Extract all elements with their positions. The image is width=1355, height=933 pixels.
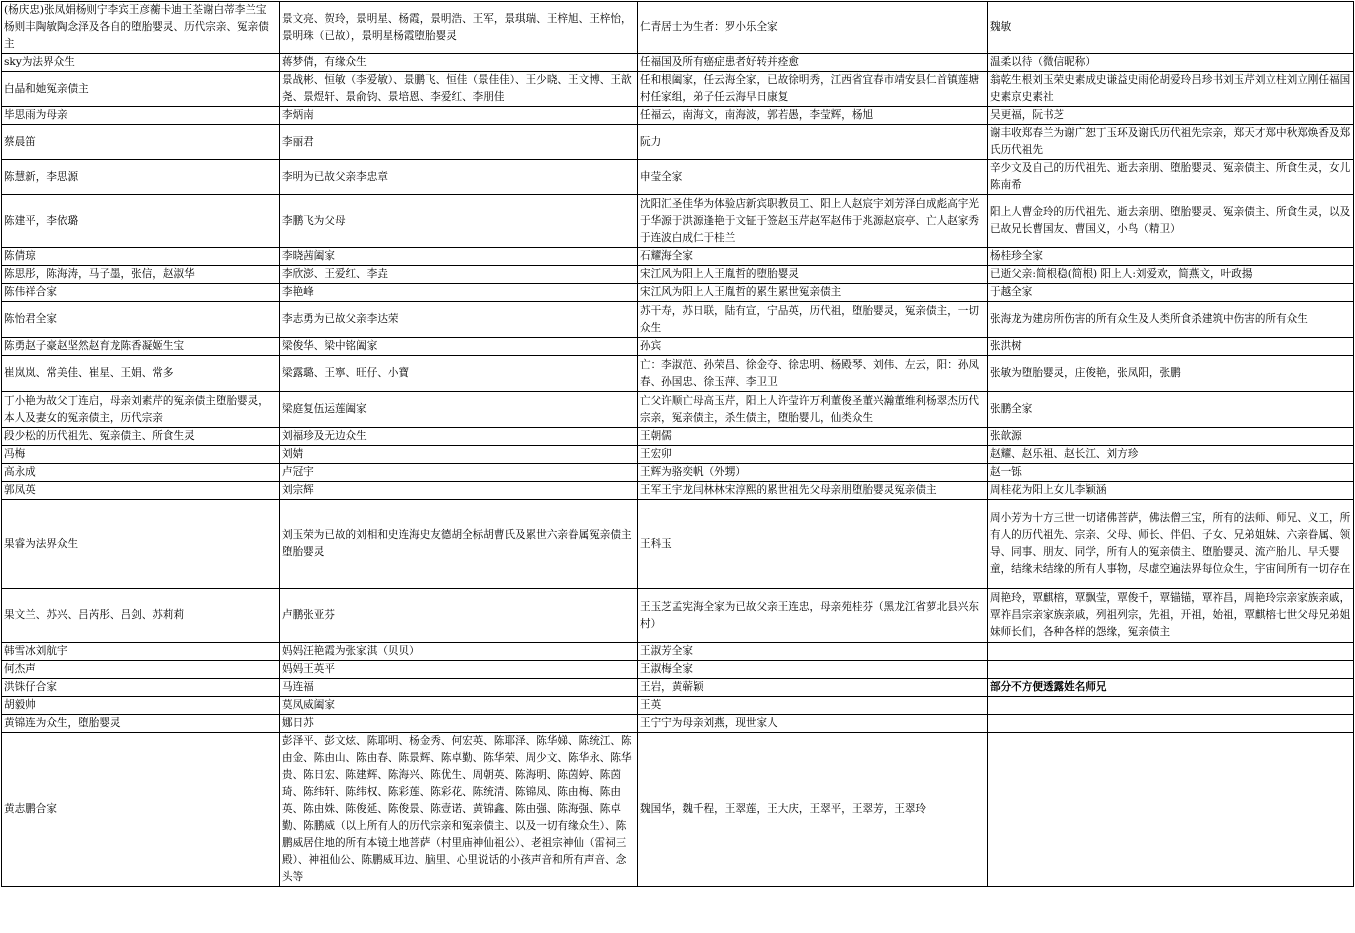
table-cell: 宋江风为阳上人王胤哲的累生累世冤亲债主	[638, 284, 988, 302]
table-cell: 陈慧新，李思源	[2, 160, 280, 195]
table-cell: sky为法界众生	[2, 54, 280, 72]
table-cell: 亡父许顺亡母高玉芹，阳上人许莹许万利董俊圣董兴瀚董维利杨翠杰历代宗亲，冤亲债主，杀生债主，堕胎婴儿，仙类众生	[638, 392, 988, 428]
table-cell: 阳上人曹金玲的历代祖先、逝去亲朋、堕胎婴灵、冤亲债主、所食生灵，以及已故兄长曹国友、曹国义，小鸟（精卫）	[988, 195, 1354, 248]
table-cell: 苏干寿，苏日联，陆有宣，宁品英，历代祖，堕胎婴灵，冤亲债主，一切众生	[638, 302, 988, 338]
table-cell: 果睿为法界众生	[2, 500, 280, 589]
table-cell: 张海龙为建房所伤害的所有众生及人类所食杀建筑中伤害的所有众生	[988, 302, 1354, 338]
table-cell: 任福云，南海文，南海波，郭若愚，李莹辉，杨旭	[638, 107, 988, 125]
table-row	[2, 248, 1354, 266]
table-cell: 部分不方便透露姓名师兄	[988, 679, 1354, 697]
table-cell: 卢冠宇	[280, 464, 638, 482]
table-cell: 亡：李淑范、孙荣昌、徐金夺、徐忠明、杨殿琴、刘伟、左云，阳：孙凤春、孙国忠、徐玉萍、李卫卫	[638, 356, 988, 392]
table-cell: 孙宾	[638, 338, 988, 356]
table-cell: 于越全家	[988, 284, 1354, 302]
table-cell: 妈妈汪艳霞为张家淇（贝贝）	[280, 643, 638, 661]
table-cell: 任和根阖家，任云海全家，已故徐明秀，江西省宜春市靖安县仁首镇莲塘村任家组，弟子任云海早日康复	[638, 72, 988, 107]
table-row	[2, 302, 1354, 338]
table-cell: 李志勇为已故父亲李达荣	[280, 302, 638, 338]
table-cell: 沈阳汇圣佳华为体验店新宾职教员工、阳上人赵宸宇刘芳泽白成彪高宇光于华源于洪源逢艳于文钲于签赵玉芹赵军赵伟于兆源赵宸亭、亡人赵家秀于连波白成仁于桂兰	[638, 195, 988, 248]
table-cell: 白晶和她冤亲债主	[2, 72, 280, 107]
table-row	[2, 661, 1354, 679]
table-row	[2, 643, 1354, 661]
table-cell: 梁俊华、梁中铭阖家	[280, 338, 638, 356]
table-cell: 何杰声	[2, 661, 280, 679]
table-cell: 赵耀、赵乐祖、赵长江、刘方珍	[988, 446, 1354, 464]
table-cell: 魏敏	[988, 2, 1354, 54]
table-row	[2, 338, 1354, 356]
table-cell: 张洪树	[988, 338, 1354, 356]
table-cell: 陈伟祥合家	[2, 284, 280, 302]
table-cell: 刘玉荣为已故的刘相和史连海史友德胡全标胡曹氏及累世六亲眷属冤亲债主堕胎婴灵	[280, 500, 638, 589]
table-cell: 王玉芝孟宪海全家为已故父亲王连忠，母亲苑桂芬（黑龙江省萝北县兴东村）	[638, 589, 988, 643]
table-cell: 果文兰、苏兴、吕芮彤、吕剑、苏莉莉	[2, 589, 280, 643]
table-cell: 李艳峰	[280, 284, 638, 302]
table-row	[2, 2, 1354, 54]
table-cell: 申莹全家	[638, 160, 988, 195]
table-cell: 宋江风为阳上人王胤哲的堕胎婴灵	[638, 266, 988, 284]
table-cell	[988, 643, 1354, 661]
table-cell: 李鹏飞为父母	[280, 195, 638, 248]
table-cell: 丁小艳为故父丁连启，母亲刘素芹的冤亲债主堕胎婴灵，本人及妻女的冤亲债主，历代宗亲	[2, 392, 280, 428]
table-cell: (杨庆忠)张凤娟杨则宁李宾王彦蘅卡迪王荃谢白蒂李兰宝杨则丰陶敏陶念泽及各自的堕胎婴灵、历代宗亲、冤亲债主	[2, 2, 280, 54]
table-row	[2, 733, 1354, 887]
table-cell: 洪铢仔合家	[2, 679, 280, 697]
table-cell: 吴更福，阮书芝	[988, 107, 1354, 125]
table-cell: 周小芳为十方三世一切诸佛菩萨，佛法僧三宝，所有的法师、师兄、义工，所有人的历代祖先、宗亲、父母、师长、伴侣、子女、兄弟姐妹、六亲眷属、领导、同事、朋友、同学，所有人的冤亲债主、堕胎婴灵、流产胎儿、早夭婴童，结缘未结缘的所有人事物，尽虚空遍法界每位众生，宇宙间所有一切存在	[988, 500, 1354, 589]
table-cell: 陈思彤，陈海涛，马子墨，张信，赵淑华	[2, 266, 280, 284]
table-cell: 卢鹏张亚芬	[280, 589, 638, 643]
table-cell	[988, 715, 1354, 733]
table-cell: 李丽君	[280, 125, 638, 160]
table-cell: 王朝儒	[638, 428, 988, 446]
table-cell: 张歆源	[988, 428, 1354, 446]
table-cell: 胡毅帅	[2, 697, 280, 715]
table-row	[2, 125, 1354, 160]
table-cell: 任福国及所有癌症患者好转并痊愈	[638, 54, 988, 72]
table-cell: 高永成	[2, 464, 280, 482]
table-row	[2, 107, 1354, 125]
table-cell: 谢丰收郑春兰为谢广恕丁玉环及谢氏历代祖先宗亲，郑天才郑中秋郑焕香及郑氏历代祖先	[988, 125, 1354, 160]
table-cell: 李晓茜阖家	[280, 248, 638, 266]
table-cell: 黄志鹏合家	[2, 733, 280, 887]
table-cell: 王辉为骆奕帆（外甥）	[638, 464, 988, 482]
names-table	[1, 1, 1354, 887]
table-row	[2, 482, 1354, 500]
table-row	[2, 679, 1354, 697]
table-cell: 周桂花为阳上女儿李颖涵	[988, 482, 1354, 500]
table-cell: 黄锦连为众生，堕胎婴灵	[2, 715, 280, 733]
table-cell: 蒋梦倩，有缘众生	[280, 54, 638, 72]
table-row	[2, 589, 1354, 643]
table-row	[2, 160, 1354, 195]
table-cell: 妈妈王英平	[280, 661, 638, 679]
table-row	[2, 356, 1354, 392]
table-cell	[988, 661, 1354, 679]
table-cell: 梁庭复伍运莲阖家	[280, 392, 638, 428]
table-cell: 陈勇赵子豪赵坚然赵育龙陈香凝姬生宝	[2, 338, 280, 356]
table-cell: 毕思雨为母亲	[2, 107, 280, 125]
table-cell: 陈倩琼	[2, 248, 280, 266]
table-cell: 王英	[638, 697, 988, 715]
table-cell: 王淑芳全家	[638, 643, 988, 661]
table-cell: 刘福珍及无边众生	[280, 428, 638, 446]
table-cell: 李明为已故父亲李忠章	[280, 160, 638, 195]
table-cell: 莫凤威阖家	[280, 697, 638, 715]
table-cell: 杨桂珍全家	[988, 248, 1354, 266]
table-cell: 周艳玲，覃麒榕，覃飘莹，覃俊千，覃锚锚，覃祚昌，周艳玲宗亲家族亲戚，覃祚昌宗亲家族亲戚，列祖列宗，先祖，开祖，始祖，覃麒榕七世父母兄弟姐妹师长们，各种各样的怨缘，冤亲债主	[988, 589, 1354, 643]
table-cell: 冯梅	[2, 446, 280, 464]
table-cell: 娜日苏	[280, 715, 638, 733]
table-cell: 景战彬、恒敏（李爱敏）、景鹏飞、恒佳（景佳佳）、王少晓、王文博、王歆尧、景煜轩、景俞钧、景培恩、李爱红、李朋佳	[280, 72, 638, 107]
table-cell: 翁乾生根刘玉荣史素成史谦益史雨伦胡爱玲吕珍书刘玉芹刘立柱刘立刚任福国史素京史素社	[988, 72, 1354, 107]
table-cell: 段少松的历代祖先、冤亲债主、所食生灵	[2, 428, 280, 446]
table-cell: 温柔以待（微信昵称）	[988, 54, 1354, 72]
table-cell: 彭泽平、彭文炫、陈耶明、杨金秀、何宏英、陈耶泽、陈华娣、陈统江、陈由金、陈由山、陈由春、陈景辉、陈卓勤、陈华荣、周少文、陈华永、陈华贵、陈日宏、陈建辉、陈海兴、陈优生、周朝英、陈海明、陈茵婷、陈茵琦、陈纬轩、陈纬权、陈彩莲、陈彩花、陈统清、陈锦凤、陈由梅、陈由英、陈由姝、陈俊延、陈俊景、陈壹诺、黄锦鑫、陈由强、陈海强、陈卓勤、陈鹏威（以上所有人的历代宗亲和冤亲债主、以及一切有缘众生）、陈鹏威居住地的所有本镜土地菩萨（村里庙神仙祖公）、老祖宗神仙（雷祠三殿）、神祖仙公、陈鹏威耳边、脑里、心里说话的小孩声音和所有声音、念头等	[280, 733, 638, 887]
table-cell: 李炳南	[280, 107, 638, 125]
table-cell: 赵一铄	[988, 464, 1354, 482]
table-cell: 梁露璐、王寧、旺仔、小寶	[280, 356, 638, 392]
table-row	[2, 72, 1354, 107]
table-row	[2, 392, 1354, 428]
table-cell: 王岩，黄蕲颖	[638, 679, 988, 697]
table-cell: 石耀海全家	[638, 248, 988, 266]
table-cell: 王淑梅全家	[638, 661, 988, 679]
table-cell: 韩雪冰刘航宇	[2, 643, 280, 661]
table-cell: 陈建平，李依璐	[2, 195, 280, 248]
table-row	[2, 715, 1354, 733]
table-row	[2, 464, 1354, 482]
table-row	[2, 195, 1354, 248]
table-cell: 郭凤英	[2, 482, 280, 500]
table-row	[2, 266, 1354, 284]
names-table-body	[2, 2, 1354, 887]
table-cell: 已逝父亲:简根稳(简根) 阳上人:刘爱欢，简燕文，叶政揚	[988, 266, 1354, 284]
table-cell: 张敏为堕胎婴灵，庄俊艳，张凤阳，张鹏	[988, 356, 1354, 392]
table-cell: 张鹏全家	[988, 392, 1354, 428]
table-cell: 魏国华，魏千程，王翠莲，王大庆，王翠平，王翠芳，王翠玲	[638, 733, 988, 887]
table-cell: 李欣澎、王爱红、李垚	[280, 266, 638, 284]
table-cell: 马连福	[280, 679, 638, 697]
table-row	[2, 697, 1354, 715]
table-cell: 辛少文及自己的历代祖先、逝去亲朋、堕胎婴灵、冤亲债主、所食生灵，女儿陈南希	[988, 160, 1354, 195]
table-row	[2, 284, 1354, 302]
table-cell: 仁青居士为生者：罗小乐全家	[638, 2, 988, 54]
table-cell: 阮力	[638, 125, 988, 160]
table-cell: 刘婧	[280, 446, 638, 464]
table-cell: 崔岚岚、常美佳、崔星、王娟、常多	[2, 356, 280, 392]
table-row	[2, 428, 1354, 446]
table-cell: 陈怡君全家	[2, 302, 280, 338]
table-cell: 景文亮、贺玲，景明星、杨霞，景明浩、王军，景琪瑞、王梓旭、王梓怡，景明珠（已故），景明星杨霞堕胎婴灵	[280, 2, 638, 54]
table-row	[2, 500, 1354, 589]
table-cell	[988, 697, 1354, 715]
table-cell: 王军王宇龙闫林林宋淳熙的累世祖先父母亲朋堕胎婴灵冤亲债主	[638, 482, 988, 500]
table-cell: 王宏卯	[638, 446, 988, 464]
table-cell: 蔡晨笛	[2, 125, 280, 160]
table-cell	[988, 733, 1354, 887]
table-cell: 王宁宁为母亲刘燕，现世家人	[638, 715, 988, 733]
table-cell: 王科玉	[638, 500, 988, 589]
table-row	[2, 446, 1354, 464]
table-cell: 刘宗辉	[280, 482, 638, 500]
table-row	[2, 54, 1354, 72]
